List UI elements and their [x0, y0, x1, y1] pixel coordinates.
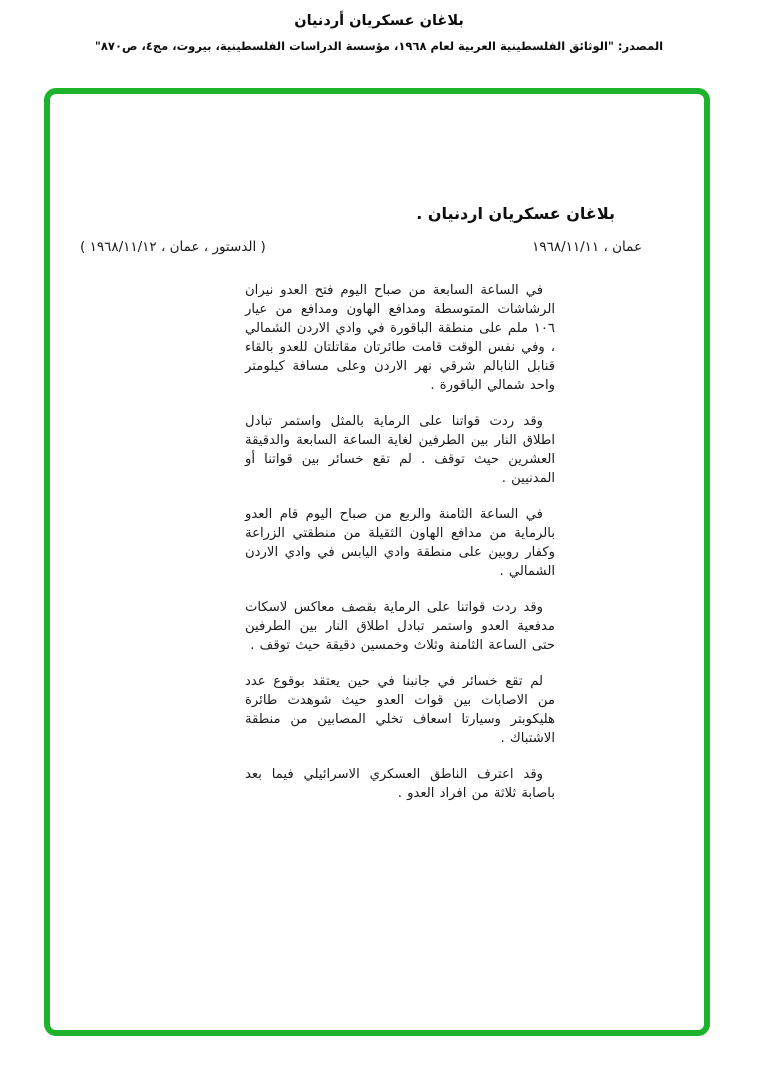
communique-body	[245, 281, 555, 803]
communique-paragraph: وقد ردت قواتنا على الرماية بالمثل واستمر تبادل اطلاق النار بين الطرفين لغاية الساعة السابعة والدقيقة العشرين حيث توقف . لم تقع خسائر بين قواتنا أو المدنيين .	[245, 414, 555, 486]
source-citation: المصدر: "الوثائق الفلسطينية العربية لعام ١٩٦٨، مؤسسة الدراسات الفلسطينية، بيروت، مج٤، ص٨٧٠"	[94, 39, 664, 53]
communique-paragraph: وقد ردت قواتنا على الرماية بقصف معاكس لاسكات مدفعية العدو واستمر تبادل اطلاق النار بين الطرفين حتى الساعة الثامنة وثلاث وخمسين دقيقة حيث توقف .	[245, 600, 555, 653]
communique-paragraph: في الساعة السابعة من صباح اليوم فتح العدو نيران الرشاشات المتوسطة ومدافع الهاون ومدافع من عيار ١٠٦ ملم على منطقة الباقورة في وادي الاردن الشمالي ، وفي نفس الوقت قامت طائرتان مقاتلتان للعدو بالقاء قنابل النابالم شرقي نهر الاردن وعلى مسافة كيلومتر واحد شمالي الباقورة .	[245, 283, 555, 393]
date-row	[50, 223, 704, 255]
page-header-title: بلاغان عسكريان أردنيان	[294, 13, 464, 29]
communique-paragraph: لم تقع خسائر في جانبنا في حين يعتقد بوقوع عدد من الاصابات بين قوات العدو حيث شوهدت طائرة هليكوبتر وسيارتا اسعاف تخلي المصابين من منطقة الاشتباك .	[245, 674, 555, 746]
document-scan	[50, 204, 704, 1078]
newspaper-citation: ( الدستور ، عمان ، ١٩٦٨/١١/١٢ )	[80, 239, 266, 255]
document-highlight-frame	[44, 88, 710, 1036]
communique-paragraph: في الساعة الثامنة والربع من صباح اليوم قام العدو بالرماية من مدافع الهاون الثقيلة من منطقتي الزراعة وكفار روبين على منطقة وادي اليابس في وادي الاردن الشمالي .	[245, 507, 555, 579]
document-title: بلاغان عسكريان اردنيان .	[416, 204, 615, 223]
communique-paragraph: وقد اعترف الناطق العسكري الاسرائيلي فيما بعد باصابة ثلاثة من افراد العدو .	[245, 767, 555, 801]
page-header	[0, 0, 758, 53]
dateline-amman: عمان ، ١٩٦٨/١١/١١	[532, 239, 642, 255]
